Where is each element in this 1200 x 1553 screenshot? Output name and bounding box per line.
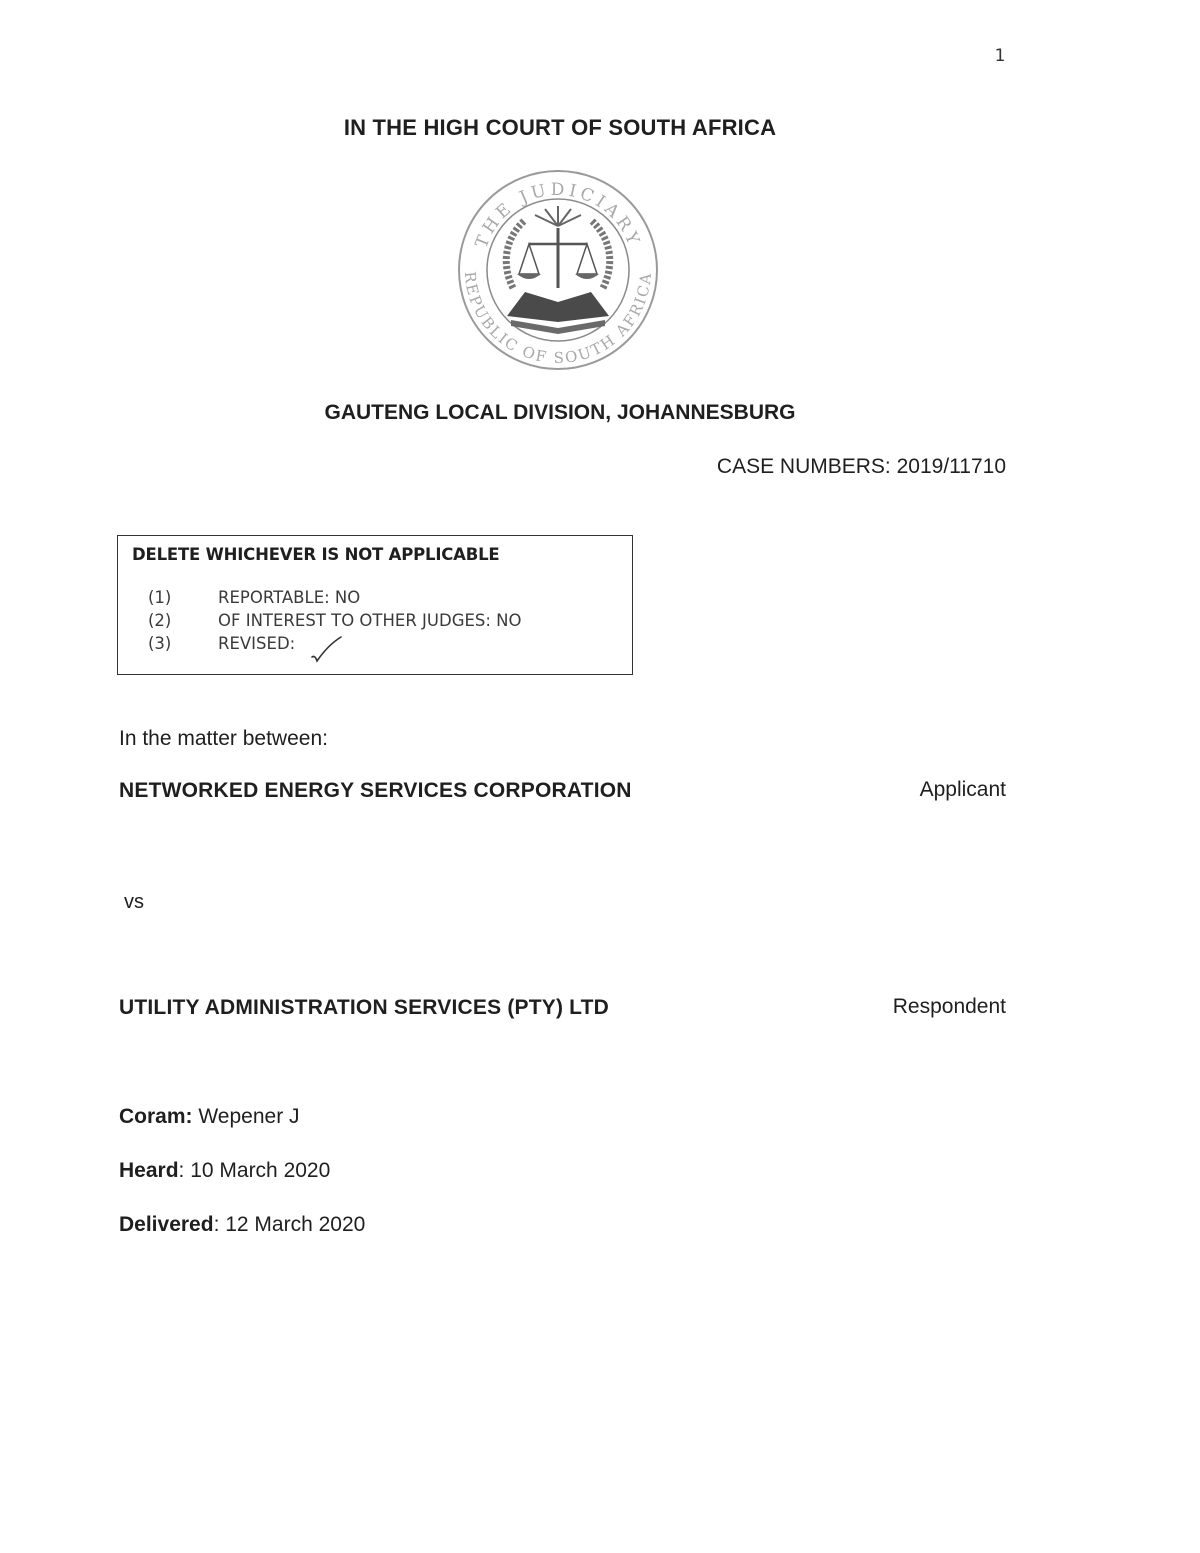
versus-label: vs <box>124 891 144 913</box>
notice-heading: DELETE WHICHEVER IS NOT APPLICABLE <box>132 545 500 564</box>
heard-label: Heard <box>119 1159 179 1182</box>
coram-value: Wepener J <box>192 1105 300 1128</box>
division-title: GAUTENG LOCAL DIVISION, JOHANNESBURG <box>324 401 796 424</box>
judiciary-seal-icon <box>455 168 661 372</box>
delivered-line <box>119 1213 365 1237</box>
respondent-role: Respondent <box>892 995 1006 1018</box>
notice-item-text: REPORTABLE: NO <box>218 588 361 607</box>
seal-bottom-text: REPUBLIC OF SOUTH AFRICA <box>460 270 656 368</box>
matter-intro: In the matter between: <box>119 727 328 750</box>
court-title: IN THE HIGH COURT OF SOUTH AFRICA <box>343 115 777 140</box>
notice-item-number: (3) <box>148 634 172 653</box>
heard-line <box>119 1159 330 1183</box>
notice-item-text: OF INTEREST TO OTHER JUDGES: NO <box>218 611 522 630</box>
notice-item-number: (1) <box>148 588 172 607</box>
coram-line <box>119 1105 300 1129</box>
seal-top-text: THE JUDICIARY <box>471 179 645 251</box>
heard-value: : 10 March 2020 <box>178 1159 331 1182</box>
notice-item-revised <box>148 634 295 653</box>
notice-item-interest <box>148 611 522 630</box>
case-number: CASE NUMBERS: 2019/11710 <box>716 455 1006 478</box>
handwritten-tick-icon <box>308 633 344 665</box>
applicant-role: Applicant <box>919 778 1006 801</box>
delivered-value: : 12 March 2020 <box>213 1213 366 1236</box>
coram-label: Coram: <box>119 1105 193 1128</box>
applicant-name: NETWORKED ENERGY SERVICES CORPORATION <box>119 779 632 802</box>
notice-item-reportable <box>148 588 360 607</box>
notice-item-text: REVISED: <box>218 634 296 653</box>
page-number: 1 <box>994 46 1006 66</box>
respondent-name: UTILITY ADMINISTRATION SERVICES (PTY) LTD <box>119 996 610 1019</box>
delivered-label: Delivered <box>119 1213 214 1236</box>
notice-item-number: (2) <box>148 611 172 630</box>
